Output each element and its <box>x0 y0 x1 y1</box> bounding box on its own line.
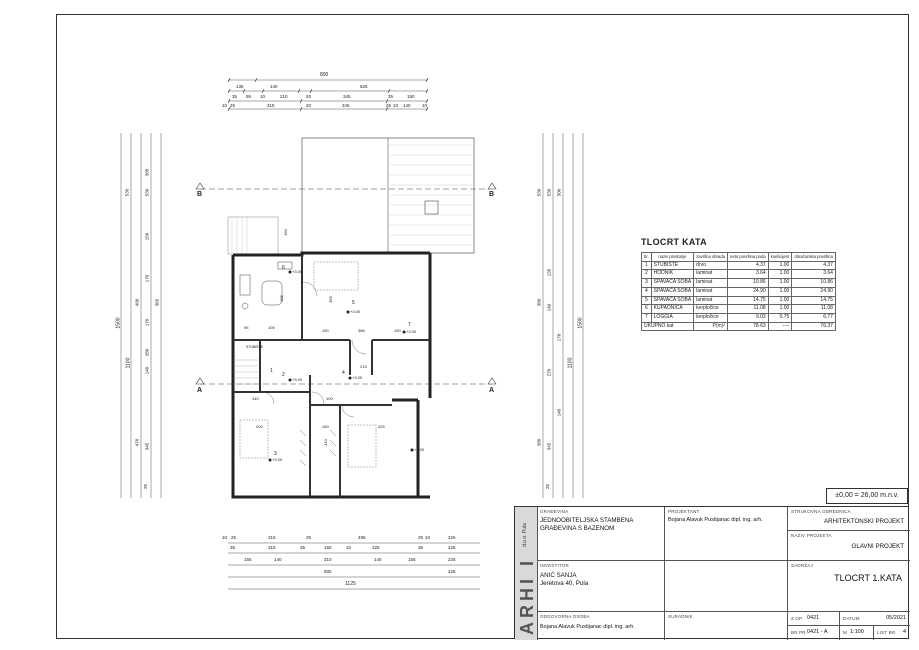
cell-mjerilo <box>840 626 874 640</box>
dim-left-5: 170 <box>144 318 150 327</box>
dim-bot-r1-0: 10 <box>222 535 228 540</box>
table-row <box>642 279 836 288</box>
section-mark-b-left: B <box>197 191 203 198</box>
inner-dim-11: 95 <box>244 325 249 330</box>
dim-right-10: 345 <box>546 442 552 451</box>
total-obracun: 76.37 <box>792 322 836 331</box>
mjerilo-label: M <box>843 630 847 635</box>
dim-top-r2-1: 95 <box>246 94 252 99</box>
gradevina-value-2: GRAĐEVINA S BAZENOM <box>540 525 615 532</box>
cell-investitor <box>537 561 665 612</box>
dim-top-r3-0: 10 <box>222 103 228 108</box>
dim-top-r2-6: 35 <box>388 94 394 99</box>
dim-right-0: 530 <box>536 188 542 197</box>
cell: HODNIK <box>651 270 694 279</box>
datum-value: 05/2021 <box>886 615 906 621</box>
dim-bot-r1-7: 225 <box>448 535 456 540</box>
naziv-label: NAZIV PROJEKTA <box>791 533 832 538</box>
dim-left-overall: 1500 <box>115 317 122 329</box>
header-naziv: naziv prostorije <box>651 253 694 262</box>
cell-odgovorna <box>537 612 665 640</box>
room-number-7: 7 <box>408 322 411 328</box>
investitor-value-1: ANIĆ SANJA <box>540 572 577 579</box>
dim-bot-r4-0: 800 <box>324 569 332 574</box>
cell: LOGGIA <box>651 313 694 322</box>
inner-dim-2: 386 <box>358 328 365 333</box>
dim-right-7: 270 <box>546 368 552 377</box>
title-block <box>514 506 909 639</box>
cell: 7 <box>642 313 652 322</box>
inner-dim-5: 140 <box>252 396 259 401</box>
cell: 1.00 <box>768 270 792 279</box>
gradevina-label: GRAĐEVINA <box>540 509 569 514</box>
cell-naziv <box>788 531 910 561</box>
dim-bot-r1-4: 495 <box>358 535 366 540</box>
dim-bot-r3-5: 225 <box>448 557 456 562</box>
inner-dim-13: 100 <box>326 396 333 401</box>
cell: 10.86 <box>728 279 769 288</box>
level-marker-4: +3.00 <box>292 377 303 382</box>
dim-left-12: 25 <box>143 483 149 490</box>
dim-top-overall: 800 <box>320 72 329 78</box>
dim-bot-r3-2: 310 <box>324 557 332 562</box>
cell-gradevina <box>537 507 665 561</box>
list-value: 4 <box>902 629 906 635</box>
brpr-label: BR.PR. <box>791 630 808 635</box>
cell: KUPAONICA <box>651 305 694 314</box>
cell-sadrzaj <box>788 561 910 612</box>
level-reference-box: ±0,00 = 26,00 m.n.v. <box>826 488 908 504</box>
dim-top-r2-0: 35 <box>232 94 238 99</box>
dim-left-2: 380 <box>144 168 150 177</box>
cell: 2 <box>642 270 652 279</box>
dim-top-r3-2: 315 <box>267 103 275 108</box>
dim-top-r3-7: 140 <box>403 103 411 108</box>
dim-left-10: 470 <box>134 438 140 447</box>
dim-bot-r1-2: 315 <box>268 535 276 540</box>
odgovorna-label: ODGOVORNA OSOBA <box>540 614 590 619</box>
dim-right-3: 135 <box>546 268 552 277</box>
dim-top-r1-c: 625 <box>360 84 368 89</box>
dim-right-sub: 1100 <box>567 357 574 369</box>
room-number-4: 4 <box>342 370 345 376</box>
cell-list <box>874 626 910 640</box>
inner-dim-9: 310 <box>322 439 328 446</box>
header-koef: koeficijent <box>768 253 792 262</box>
dim-left-9: 280 <box>144 348 150 357</box>
room-number-3: 3 <box>274 451 277 457</box>
cell: drvo <box>694 261 728 270</box>
gradevina-value-1: JEDNOOBITELJSKA STAMBENA <box>540 517 634 524</box>
cell: 4 <box>642 287 652 296</box>
dim-right-8: 140 <box>556 408 562 417</box>
dim-bot-r3-4: 155 <box>408 557 416 562</box>
dim-right-overall: 1500 <box>577 317 584 329</box>
room-table-header <box>642 253 836 262</box>
cell: laminat <box>694 270 728 279</box>
dim-top-r3-4: 345 <box>342 103 350 108</box>
cell: 14.75 <box>728 296 769 305</box>
dim-bot-r2-2: 35 <box>300 545 306 550</box>
dim-right-1: 530 <box>546 188 552 197</box>
dim-left-1: 530 <box>144 188 150 197</box>
dim-bottom-overall: 1125 <box>345 581 356 587</box>
dim-bot-r2-6: 35 <box>418 545 424 550</box>
cell: 1 <box>642 261 652 270</box>
inner-dim-1: 150 <box>322 328 329 333</box>
naziv-value: GLAVNI PROJEKT <box>851 543 904 550</box>
header-neto: neto površina poda <box>728 253 769 262</box>
level-marker-5: +3.00 <box>352 375 363 380</box>
cell-struka <box>788 507 910 531</box>
total-koef: ---- <box>768 322 792 331</box>
projektant-label: PROJEKTANT <box>668 509 700 514</box>
mjerilo-value: 1:100 <box>850 629 864 635</box>
cell: STUBIŠTE <box>651 261 694 270</box>
dim-top-r2-3: 210 <box>280 94 288 99</box>
dim-right-2: 500 <box>556 188 562 197</box>
inner-dim-12: 105 <box>268 325 275 330</box>
dim-top-r3-8: 10 <box>422 103 428 108</box>
cell: SPAVAĆA SOBA <box>651 296 694 305</box>
cell: 0.75 <box>768 313 792 322</box>
projektant-value: Bojana Alavuk Pustijanac dipl. ing. arh. <box>668 517 763 523</box>
section-mark-a-right: A <box>489 387 495 394</box>
datum-label: DATUM <box>843 616 860 621</box>
dim-bot-r3-3: 140 <box>374 557 382 562</box>
cell: 3.64 <box>792 270 836 279</box>
cell: 3 <box>642 279 652 288</box>
dim-right-11: 25 <box>545 483 551 490</box>
room-number-6: 6 <box>282 265 285 271</box>
room-number-1: 1 <box>270 368 273 374</box>
cell: 1.00 <box>768 279 792 288</box>
header-obracun: obračunska površina <box>792 253 836 262</box>
table-row <box>642 296 836 305</box>
level-marker-3: +3.00 <box>406 329 417 334</box>
dim-right-6: 170 <box>556 333 562 342</box>
table-row <box>642 287 836 296</box>
cell: 6 <box>642 305 652 314</box>
cell: laminat <box>694 287 728 296</box>
cell-projektant <box>665 507 788 561</box>
dim-bot-r4-1: 225 <box>448 569 456 574</box>
cell-suradnik <box>665 612 788 640</box>
cell: 5 <box>642 296 652 305</box>
dim-top-r2-5: 345 <box>343 94 351 99</box>
dim-bot-r1-6: 10 <box>425 535 431 540</box>
section-mark-a-left: A <box>197 387 203 394</box>
level-marker-6: +3.00 <box>272 457 283 462</box>
dim-bot-r2-1: 315 <box>268 545 276 550</box>
dim-bot-r1-1: 25 <box>231 535 237 540</box>
dim-top-r2-2: 10 <box>260 94 266 99</box>
inner-dim-0: 190 <box>282 229 288 236</box>
investitor-label: INVESTITOR <box>540 563 569 568</box>
dim-left-11: 345 <box>144 442 150 451</box>
dim-bot-r2-7: 225 <box>448 545 456 550</box>
zop-label: Z.OP. <box>791 616 804 621</box>
inner-dim-3: 365 <box>327 296 333 303</box>
cell-brpr <box>788 626 840 640</box>
dim-top-r3-3: 20 <box>306 103 312 108</box>
cell: kerpločice <box>694 313 728 322</box>
inner-dim-10: 185 <box>278 295 284 302</box>
cell: kerpločice <box>694 305 728 314</box>
investitor-value-2: Jeretova 40, Pula <box>540 580 589 587</box>
dim-bot-r2-0: 35 <box>230 545 236 550</box>
dim-right-4: 380 <box>536 298 542 307</box>
cell: 11.08 <box>792 305 836 314</box>
dim-top-r3-6: 10 <box>393 103 399 108</box>
cell-datum <box>840 612 910 626</box>
brpr-value: 0421 - A <box>807 629 828 635</box>
total-neto: 78.63 <box>728 322 769 331</box>
room-number-2: 2 <box>282 372 285 378</box>
cell-zop <box>788 612 840 626</box>
cell: 4.37 <box>792 261 836 270</box>
table-row <box>642 270 836 279</box>
table-row <box>642 261 836 270</box>
dim-top-r2-7: 150 <box>407 94 415 99</box>
dim-top-r1-b: 140 <box>270 84 278 89</box>
room-number-5: 5 <box>352 300 355 306</box>
cell: 3.64 <box>728 270 769 279</box>
section-mark-b-right: B <box>489 191 495 198</box>
cell: SPAVAĆA SOBA <box>651 279 694 288</box>
total-label: UKUPNO kat <box>642 322 694 331</box>
dim-left-7: 365 <box>154 298 160 307</box>
cell: 14.75 <box>792 296 836 305</box>
suradnik-label: SURADNIK <box>668 614 693 619</box>
inner-dim-14: 215 <box>360 364 367 369</box>
zop-value: 0421 <box>807 615 820 621</box>
dim-left-6: 490 <box>134 298 140 307</box>
total-unit: P(m)² <box>694 322 728 331</box>
dim-top-r3-1: 25 <box>230 103 236 108</box>
level-marker-1: +3.00 <box>292 269 303 274</box>
table-row <box>642 313 836 322</box>
level-marker-2: +3.00 <box>350 309 361 314</box>
dim-left-sub: 1100 <box>125 357 132 369</box>
dim-left-8: 140 <box>144 366 150 375</box>
dim-bot-r3-0: 155 <box>244 557 252 562</box>
cell: 24.90 <box>728 287 769 296</box>
dim-bot-r2-4: 10 <box>346 545 352 550</box>
dim-top-r1-a: 135 <box>236 84 244 89</box>
inner-dim-4: 150 <box>394 328 401 333</box>
dim-bot-r1-3: 25 <box>306 535 312 540</box>
room-schedule-table <box>641 252 836 331</box>
cell: 1.00 <box>768 261 792 270</box>
sadrzaj-label: SADRŽAJ <box>791 563 813 568</box>
dim-bot-r1-5: 25 <box>418 535 424 540</box>
dim-top-r3-5: 25 <box>386 103 392 108</box>
dim-bot-r3-1: 140 <box>274 557 282 562</box>
cell: 10.86 <box>792 279 836 288</box>
cell-empty-mid <box>665 561 788 612</box>
logo-text: ARHI I <box>517 557 537 635</box>
odgovorna-value: Bojana Alavuk Pustijanac dipl. ing. arh. <box>540 624 635 630</box>
cell: SPAVAĆA SOBA <box>651 287 694 296</box>
cell: 1.00 <box>768 305 792 314</box>
logo-subtitle: d.o.o. Pula <box>522 523 528 547</box>
inner-dim-8: 325 <box>378 424 385 429</box>
dim-left-4: 170 <box>144 274 150 283</box>
cell: 4.37 <box>728 261 769 270</box>
dim-left-0: 530 <box>124 188 130 197</box>
dim-right-5: 140 <box>546 303 552 312</box>
dim-bot-r2-3: 160 <box>324 545 332 550</box>
cell: laminat <box>694 279 728 288</box>
dim-bot-r2-5: 325 <box>372 545 380 550</box>
struka-label: STRUKOVNA ODREDNICA <box>791 509 851 514</box>
cell: 1.00 <box>768 287 792 296</box>
header-br: br. <box>642 253 652 262</box>
dim-top-r2-4: 20 <box>306 94 312 99</box>
cell: 9.03 <box>728 313 769 322</box>
list-label: LIST BR. <box>877 630 897 635</box>
inner-dim-6: 200 <box>256 424 263 429</box>
struka-value: ARHITEKTONSKI PROJEKT <box>824 518 904 525</box>
level-marker-7: +3.00 <box>414 447 425 452</box>
room-schedule-title: TLOCRT KATA <box>641 237 707 247</box>
dim-right-9: 380 <box>536 438 542 447</box>
cell: 24.90 <box>792 287 836 296</box>
header-obrada: završna obrada <box>694 253 728 262</box>
cell: laminat <box>694 296 728 305</box>
company-logo <box>515 507 538 640</box>
table-row <box>642 305 836 314</box>
cell: 6.77 <box>792 313 836 322</box>
table-total-row <box>642 322 836 331</box>
cell: 1.00 <box>768 296 792 305</box>
sadrzaj-value: TLOCRT 1.KATA <box>834 573 902 583</box>
cell: 11.08 <box>728 305 769 314</box>
dim-left-3: 150 <box>144 232 150 241</box>
stair-note: STUBIŠTE <box>246 345 264 349</box>
inner-dim-7: 160 <box>322 424 329 429</box>
